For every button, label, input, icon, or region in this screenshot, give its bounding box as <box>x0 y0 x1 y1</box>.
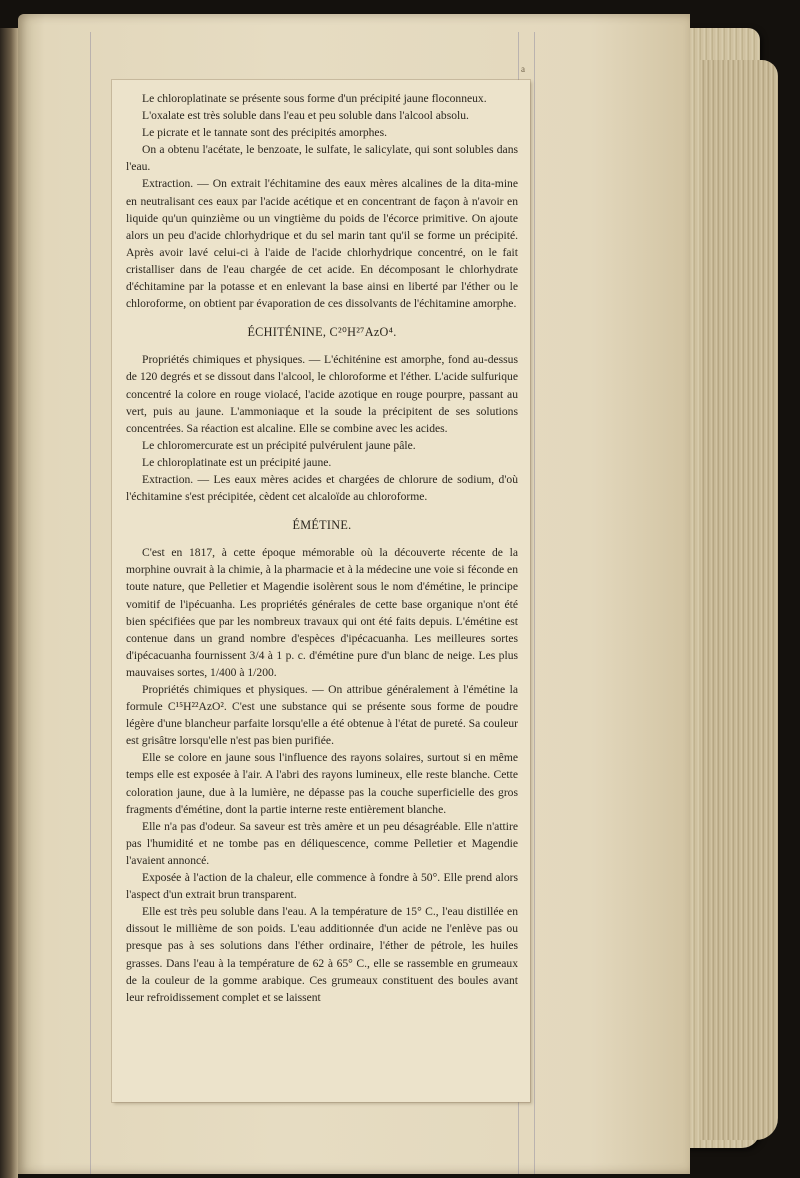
text-paragraph: Le chloroplatinate est un précipité jaune. <box>142 455 332 469</box>
ruled-line <box>90 32 91 1174</box>
text-paragraph: Propriétés chimiques et physiques. — L'échiténine est amorphe, fond au-dessus de 120 degrés et se dissout dans l'alcool, le chloroforme et l'éther. L'acide sulfurique concentré la colore en rouge violacé, l'acide azotique en rouge pourpre, passant au vert, puis au jaune. L'ammoniaque et la soude la précipitent de ses solutions concentrées. Sa réaction est alcaline. Elle se combine avec les acides. <box>126 353 518 435</box>
text-paragraph: On a obtenu l'acétate, le benzoate, le sulfate, le salicylate, qui sont solubles dans l'eau. <box>126 143 518 174</box>
text-paragraph: Exposée à l'action de la chaleur, elle commence à fondre à 50°. Elle prend alors l'aspect d'un extrait brun transparent. <box>126 871 518 902</box>
section-heading: ÉCHITÉNINE, C²⁰H²⁷AzO⁴. <box>247 325 397 340</box>
text-paragraph: C'est en 1817, à cette époque mémorable où la découverte récente de la morphine ouvrait à la chimie, à la pharmacie et à la médecine une voie si féconde en toute nature, que Pelletier et Magendie isolèrent sous le nom d'émétine, le principe vomitif de l'ipécuanha. Les propriétés générales de cette base organique n'ont été bien spécifiées que par les nombreux travaux qui ont été faits depuis. L'émétine est contenue dans un grand nombre d'espèces d'ipécacuanha. Les meilleures sortes d'ipécacuanha fournissent 3/4 à 1 p. c. d'émétine pure d'un blanc de neige. Les plus mauvaises sortes, 1/400 à 1/200. <box>126 546 518 679</box>
text-paragraph: Elle se colore en jaune sous l'influence des rayons solaires, surtout si en même temps elle est exposée à l'air. A l'abri des rayons lumineux, elle reste blanche. Cette coloration jaune, due à la lumière, ne dépasse pas la couche superficielle des gros fragments d'émétine, dont la partie interne reste entièrement blanche. <box>126 751 518 816</box>
section-heading: ÉMÉTINE. <box>292 518 352 533</box>
page-mark: a <box>521 64 525 74</box>
ruled-line <box>534 32 535 1174</box>
pasted-text-clipping <box>112 80 530 1102</box>
text-paragraph: Le chloroplatinate se présente sous forme d'un précipité jaune floconneux. <box>142 92 487 105</box>
text-paragraph: Elle est très peu soluble dans l'eau. A la température de 15° C., l'eau distillée en dissout le millième de son poids. L'eau additionnée d'un acide ne l'enlève pas ou presque pas à ses solutions dans l'éther ordinaire, l'éther de pétrole, les huiles grasses. Dans l'eau à la température de 62 à 65° C., elle se rassemble en grumeaux de la couleur de la gomme arabique. Ces grumeaux constituent des boules avant leur refroidissement complet et se laissent <box>126 905 518 1004</box>
text-paragraph: Extraction. — Les eaux mères acides et chargées de chlorure de sodium, d'où l'échitamine s'est précipitée, cèdent cet alcaloïde au chloroforme. <box>126 472 518 504</box>
book-spine-edge <box>0 28 18 1178</box>
text-paragraph: Propriétés chimiques et physiques. — On attribue généralement à l'émétine la formule C¹⁵H²²AzO². C'est une substance qui se présente sous forme de poudre légère d'une blancheur parfaite lorsqu'elle a été obtenue à l'état de pureté. Sa couleur est grisâtre lorsqu'elle n'est pas bien purifiée. <box>126 683 518 748</box>
text-paragraph: Le picrate et le tannate sont des précipités amorphes. <box>142 126 387 140</box>
text-paragraph: Elle n'a pas d'odeur. Sa saveur est très amère et un peu désagréable. Elle n'attire pas l'humidité et ne tombe pas en déliquescence, comme Pelletier et Magendie l'avaient annoncé. <box>126 819 518 867</box>
page-stack-edges-inner <box>700 60 778 1140</box>
text-paragraph: Le chloromercurate est un précipité pulvérulent jaune pâle. <box>142 438 416 452</box>
text-paragraph: L'oxalate est très soluble dans l'eau et peu soluble dans l'alcool absolu. <box>142 109 469 123</box>
text-paragraph: Extraction. — On extrait l'échitamine des eaux mères alcalines de la dita-mine en neutralisant ces eaux par l'acide acétique et en concentrant de façon à n'avoir en liquide qu'un quinzième ou un vingtième du poids de l'écorce primitive. On ajoute alors un peu d'acide chlorhydrique et du sel marin tant qu'il se forme un précipité. Après avoir lavé celui-ci à l'aide de l'acide chlorhydrique concentré, on le fait cristalliser dans de l'eau chargée de cet acide. En décomposant le chlorhydrate d'échitamine par la potasse et en enlevant la base ainsi en liberté par l'éther ou le chloroforme, on obtient par évaporation de ces dissolvants de l'échitamine amorphe. <box>126 177 518 311</box>
